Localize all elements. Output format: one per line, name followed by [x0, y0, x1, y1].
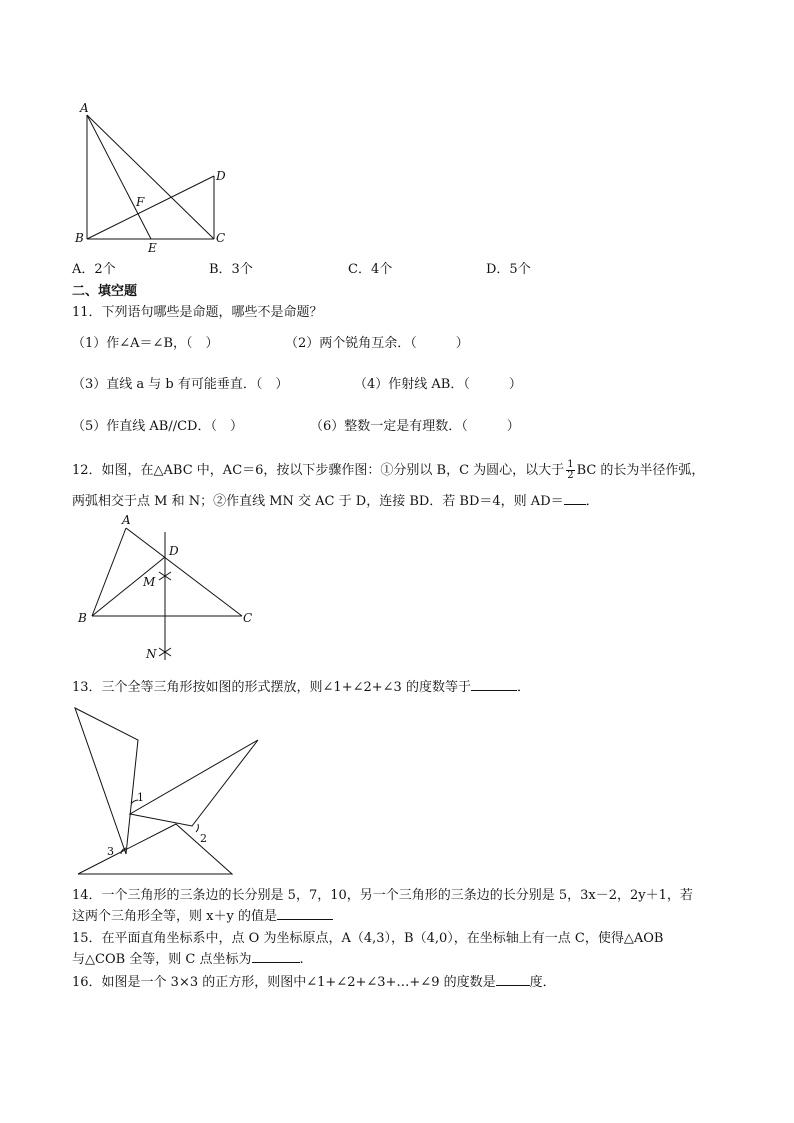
q12-line-1	[72, 460, 704, 481]
q13-text-b: ．	[516, 680, 530, 695]
point-label-d: D	[216, 169, 226, 183]
point-label-m: M	[143, 575, 156, 589]
fraction-one-half	[566, 460, 574, 481]
q16-answer-blank	[496, 973, 530, 986]
point-label-e: E	[148, 241, 157, 255]
fraction-numerator: 1	[567, 459, 574, 470]
q15-text-a: 与△COB 全等，则 C 点坐标为	[72, 952, 252, 967]
q14-answer-blank	[277, 907, 333, 920]
q14-line-1: 14．一个三角形的三条边的长分别是 5，7，10，另一个三角形的三条边的长分别是 5，3x－2，2y＋1，若	[72, 888, 693, 903]
q10-option-d: D．5个	[486, 262, 531, 277]
q11-item-1: （1）作∠A＝∠B，（ ）	[72, 336, 219, 351]
section-title: 二、填空题	[72, 284, 138, 299]
q13-figure	[70, 700, 270, 880]
fraction-denominator: 2	[567, 470, 574, 481]
point-label-a: A	[122, 513, 131, 527]
point-label-d: D	[169, 544, 179, 558]
q13-stem	[72, 678, 530, 697]
q12-text-c: 两弧相交于点 M 和 N；②作直线 MN 交 AC 于 D，连接 BD．若 BD＝4，则 AD＝	[72, 494, 564, 509]
q11-item-2: （2）两个锐角互余．（ ）	[285, 336, 469, 351]
point-label-f: F	[136, 195, 145, 209]
q11-item-6: （6）整数一定是有理数．（ ）	[310, 419, 520, 434]
q16-text-b: 度．	[529, 975, 556, 990]
q13-answer-blank	[471, 678, 517, 691]
q15-text-b: .	[299, 952, 304, 967]
point-label-a: A	[80, 101, 89, 115]
angle-label-3: 3	[107, 845, 114, 858]
q12-answer-blank	[564, 492, 586, 505]
q15-answer-blank	[252, 950, 300, 963]
q11-item-3: （3）直线 a 与 b 有可能垂直．（ ）	[72, 377, 289, 392]
point-label-n: N	[146, 647, 157, 661]
q15-line-2	[72, 950, 304, 969]
q10-option-b: B．3个	[209, 262, 253, 277]
q12-line-2	[72, 492, 599, 511]
q10-option-c: C．4个	[348, 262, 393, 277]
q12-text-d: ．	[585, 494, 599, 509]
q12-text-b: BC 的长为半径作弧，	[576, 463, 705, 478]
q14-text: 这两个三角形全等，则 x＋y 的值是	[72, 909, 277, 924]
q11-stem: 11．下列语句哪些是命题，哪些不是命题？	[72, 305, 323, 320]
q10-figure	[70, 100, 240, 260]
point-label-c: C	[216, 231, 226, 245]
angle-label-2: 2	[200, 832, 207, 845]
q10-option-a: A．2个	[72, 262, 116, 277]
point-label-c: C	[243, 611, 253, 625]
q12-figure	[72, 512, 267, 672]
q11-item-5: （5）作直线 AB//CD．（ ）	[72, 419, 243, 434]
q11-item-4: （4）作射线 AB．（ ）	[354, 377, 522, 392]
angle-label-1: 1	[137, 791, 144, 804]
q15-line-1: 15．在平面直角坐标系中，点 O 为坐标原点，A（4,3），B（4,0），在坐标轴上有一点 C，使得△AOB	[72, 931, 664, 946]
q12-text-a: 12．如图，在△ABC 中，AC＝6，按以下步骤作图：①分别以 B，C 为圆心，以大于	[72, 463, 565, 478]
q14-line-2	[72, 907, 333, 926]
q16-text-a: 16．如图是一个 3×3 的正方形，则图中∠1+∠2+∠3+…+∠9 的度数是	[72, 975, 496, 990]
q16-stem	[72, 973, 556, 992]
point-label-b: B	[75, 231, 84, 245]
q13-text-a: 13．三个全等三角形按如图的形式摆放，则∠1+∠2+∠3 的度数等于	[72, 680, 471, 695]
point-label-b: B	[78, 611, 87, 625]
